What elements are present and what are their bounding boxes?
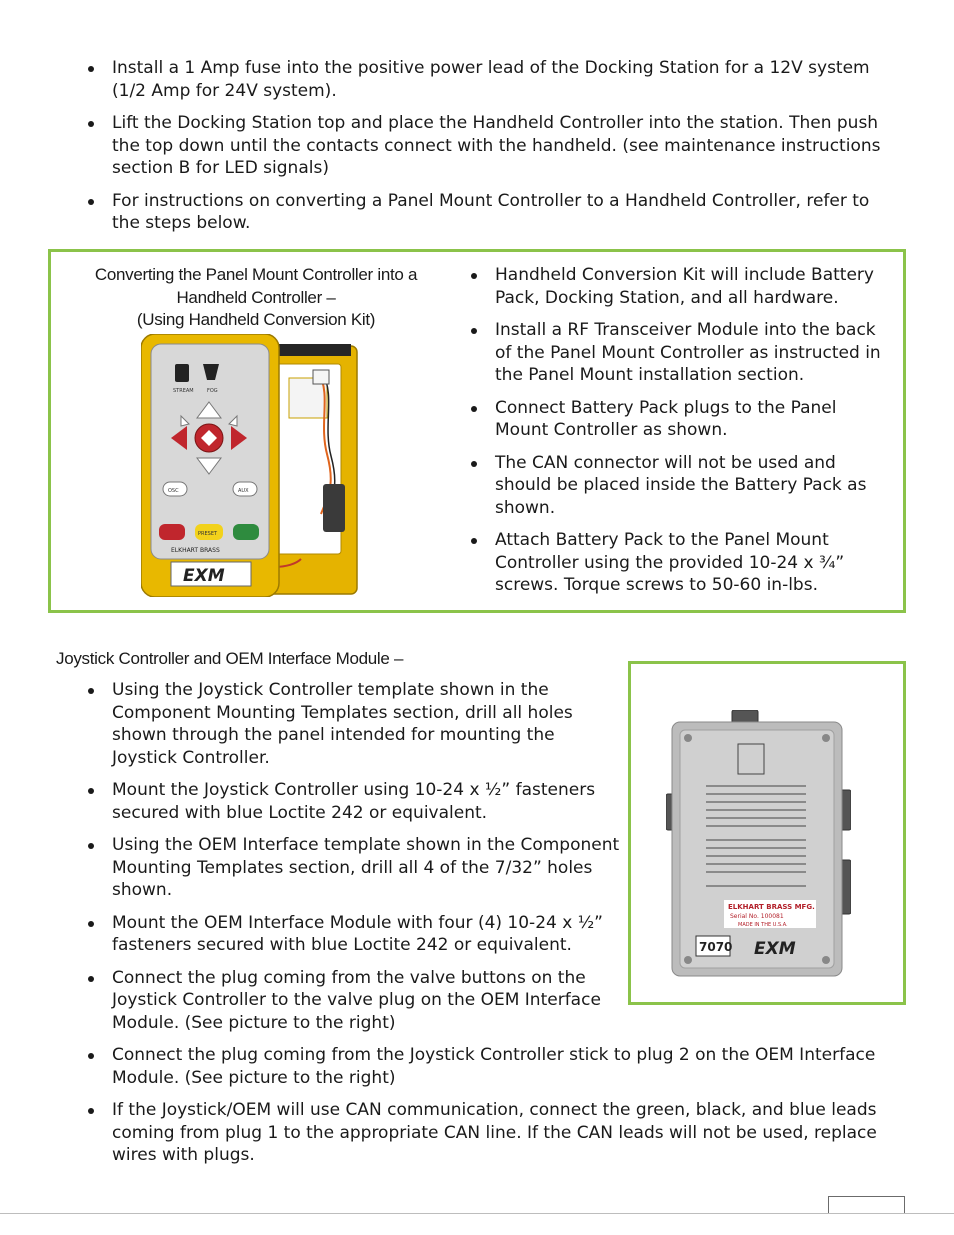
intro-bullet-list: [112, 57, 902, 245]
conversion-bullet: Install a RF Transceiver Module into the back of the Panel Mount Controller as instructed in the Panel Mount installation section.: [495, 319, 895, 387]
joystick-bullet: Using the Joystick Controller template shown in the Component Mounting Templates section, drill all holes shown through the panel intended for mounting the Joystick Controller.: [112, 679, 620, 769]
joystick-bullet: Mount the Joystick Controller using 10-24 x ½” fasteners secured with blue Loctite 242 or equivalent.: [112, 779, 620, 824]
footer-rule: [0, 1213, 954, 1214]
joystick-heading: Joystick Controller and OEM Interface Module –: [56, 649, 404, 668]
osc-label: OSC: [168, 488, 179, 494]
module-made-label: MADE IN THE U.S.A.: [738, 922, 788, 928]
page-number-tab: [828, 1196, 905, 1213]
intro-bullet: For instructions on converting a Panel Mount Controller to a Handheld Controller, refer to the steps below.: [112, 190, 902, 235]
fog-label: FOG: [207, 388, 218, 394]
joystick-bullet: Using the OEM Interface template shown in the Component Mounting Templates section, drill all 4 of the 7/32” holes shown.: [112, 835, 620, 900]
joystick-bullet-list: [112, 679, 620, 1044]
stream-label: STREAM: [173, 388, 194, 394]
preset-label: PRESET: [198, 531, 218, 537]
module-brand-label: ELKHART BRASS MFG.: [728, 903, 815, 911]
conversion-bullet: Attach Battery Pack to the Panel Mount Controller using the provided 10-24 x ¾” screws. Torque screws to 50-60 in-lbs.: [495, 529, 895, 597]
part-number-label: 7070: [699, 940, 733, 954]
module-serial-label: Serial No. 100081: [730, 913, 784, 920]
joystick-bullet: Connect the plug coming from the valve buttons on the Joystick Controller to the valve plug on the OEM Interface Module. (See picture to the right): [112, 967, 620, 1035]
conversion-bullet: Handheld Conversion Kit will include Battery Pack, Docking Station, and all hardware.: [495, 264, 895, 309]
conversion-bullet: Connect Battery Pack plugs to the Panel Mount Controller as shown.: [495, 397, 895, 442]
joystick-bullet: If the Joystick/OEM will use CAN communication, connect the green, black, and blue leads coming from plug 1 to the appropriate CAN line. If the CAN leads will not be used, replace wires with plugs.: [112, 1099, 902, 1167]
conversion-bullet-list: [495, 264, 895, 607]
aux-label: AUX: [238, 488, 249, 494]
joystick-bullet: Mount the OEM Interface Module with four (4) 10-24 x ½” fasteners secured with blue Loctite 242 or equivalent.: [112, 912, 620, 957]
conversion-bullet: The CAN connector will not be used and should be placed inside the Battery Pack as shown.: [495, 452, 895, 520]
oem-interface-module-photo: [666, 710, 851, 980]
conversion-heading: Converting the Panel Mount Controller into a Handheld Controller – (Using Handheld Conversion Kit): [94, 265, 418, 329]
intro-bullet: Lift the Docking Station top and place the Handheld Controller into the station. Then push the top down until the contacts connect with the handheld. (see maintenance instructions section B for LED signals): [112, 112, 902, 180]
exm-logo: EXM: [183, 566, 225, 586]
joystick-bullet-list-full: [112, 1044, 902, 1177]
conversion-kit-box: [48, 249, 906, 613]
joystick-bullet: Connect the plug coming from the Joystick Controller stick to plug 2 on the OEM Interface Module. (See picture to the right): [112, 1044, 902, 1089]
handheld-controller-photo: [141, 334, 366, 597]
brand-label: ELKHART BRASS: [171, 547, 220, 554]
module-exm-logo: EXM: [754, 939, 796, 959]
intro-bullet: Install a 1 Amp fuse into the positive power lead of the Docking Station for a 12V system (1/2 Amp for 24V system).: [112, 57, 902, 102]
